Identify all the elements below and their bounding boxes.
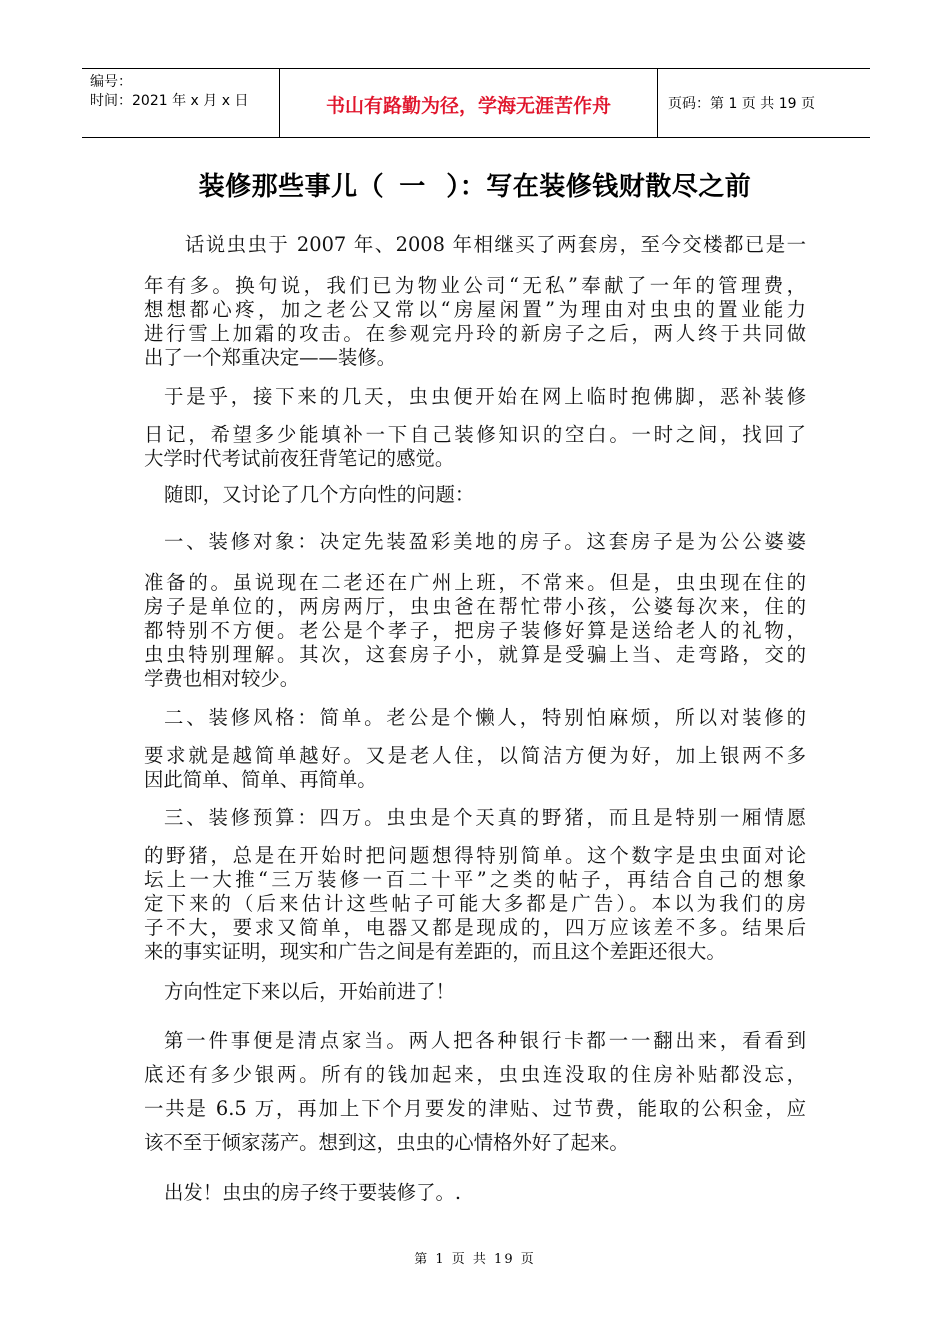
paragraph-line: 于是乎，接下来的几天，虫虫便开始在网上临时抱佛脚，恶补装修 [164, 385, 806, 408]
paragraph-line: 准备的。虽说现在二老还在广州上班，不常来。但是，虫虫现在住的 [144, 571, 806, 594]
header-table [82, 68, 870, 138]
paragraph-line: 进行雪上加霜的攻击。在参观完丹玲的新房子之后，两人终于共同做 [144, 322, 806, 345]
header-motto-cell [280, 69, 658, 137]
paragraph-line: 方向性定下来以后，开始前进了！ [164, 980, 455, 1003]
motto-text: 书山有路勤为径，学海无涯苦作舟 [325, 94, 611, 117]
paragraph-line: 出了一个郑重决定——装修。 [144, 346, 397, 369]
page-info: 页码：第 1 页 共 19 页 [668, 96, 815, 112]
title-main: 装修那些事儿（ [198, 172, 385, 202]
paragraph-line: 话说虫虫于 2007 年、2008 年相继买了两套房，至今交楼都已是一 [164, 233, 806, 256]
time-label: 时间：2021 年 x 月 x 日 [90, 93, 249, 109]
paragraph-line: 日记，希望多少能填补一下自己装修知识的空白。一时之间，找回了 [144, 423, 806, 446]
paragraph-line: 因此简单、简单、再简单。 [144, 768, 377, 791]
title-rest: ）：写在装修钱财散尽之前 [446, 172, 752, 202]
footer-page-number: 第 1 页 共 19 页 [414, 1252, 536, 1267]
paragraph-line: 第一件事便是清点家当。两人把各种银行卡都一一翻出来，看看到 [164, 1029, 806, 1052]
paragraph-line: 该不至于倾家荡产。想到这，虫虫的心情格外好了起来。 [144, 1131, 629, 1154]
paragraph-line: 的野猪，总是在开始时把问题想得特别简单。这个数字是虫虫面对论 [144, 844, 806, 867]
paragraph-line: 来的事实证明，现实和广告之间是有差距的，而且这个差距还很大。 [144, 940, 726, 963]
paragraph-line: 子不大，要求又简单，电器又都是现成的，四万应该差不多。结果后 [144, 916, 806, 939]
paragraph-line: 都特别不方便。老公是个孝子，把房子装修好算是送给老人的礼物， [144, 619, 806, 642]
paragraph-line: 要求就是越简单越好。又是老人住，以简洁方便为好，加上银两不多 [144, 744, 806, 767]
number-label: 编号： [90, 74, 132, 90]
paragraph-line: 定下来的（后来估计这些帖子可能大多都是广告）。本以为我们的房 [144, 892, 806, 915]
paragraph-line: 学费也相对较少。 [144, 667, 300, 690]
paragraph-line: 一、装修对象：决定先装盈彩美地的房子。这套房子是为公公婆婆 [164, 530, 806, 553]
paragraph-line: 坛上一大推“三万装修一百二十平”之类的帖子，再结合自己的想象 [144, 868, 806, 891]
paragraph-line: 一共是 6.5 万，再加上下个月要发的津贴、过节费，能取的公积金，应 [144, 1097, 806, 1120]
paragraph-line: 想想都心疼，加之老公又常以“房屋闲置”为理由对虫虫的置业能力 [144, 298, 806, 321]
paragraph-line: 二、装修风格：简单。老公是个懒人，特别怕麻烦，所以对装修的 [164, 706, 806, 729]
header-page-cell [658, 69, 870, 137]
paragraph-line: 房子是单位的，两房两厅，虫虫爸在帮忙带小孩，公婆每次来，住的 [144, 595, 806, 618]
paragraph-line: 年有多。换句说，我们已为物业公司“无私”奉献了一年的管理费， [144, 274, 806, 297]
paragraph-line: 虫虫特别理解。其次，这套房子小，就算是受骗上当、走弯路，交的 [144, 643, 806, 666]
paragraph-line: 底还有多少银两。所有的钱加起来，虫虫连没取的住房补贴都没忘， [144, 1063, 806, 1086]
paragraph-line: 出发！虫虫的房子终于要装修了。. [164, 1181, 462, 1204]
page-footer [0, 1248, 950, 1267]
paragraph-line: 三、装修预算：四万。虫虫是个天真的野猪，而且是特别一厢情愿 [164, 806, 806, 829]
paragraph-line: 随即，又讨论了几个方向性的问题： [164, 483, 475, 506]
document-title [0, 166, 950, 203]
title-part: 一 [384, 172, 447, 202]
header-meta-cell [82, 69, 280, 137]
paragraph-line: 大学时代考试前夜狂背笔记的感觉。 [144, 447, 455, 470]
